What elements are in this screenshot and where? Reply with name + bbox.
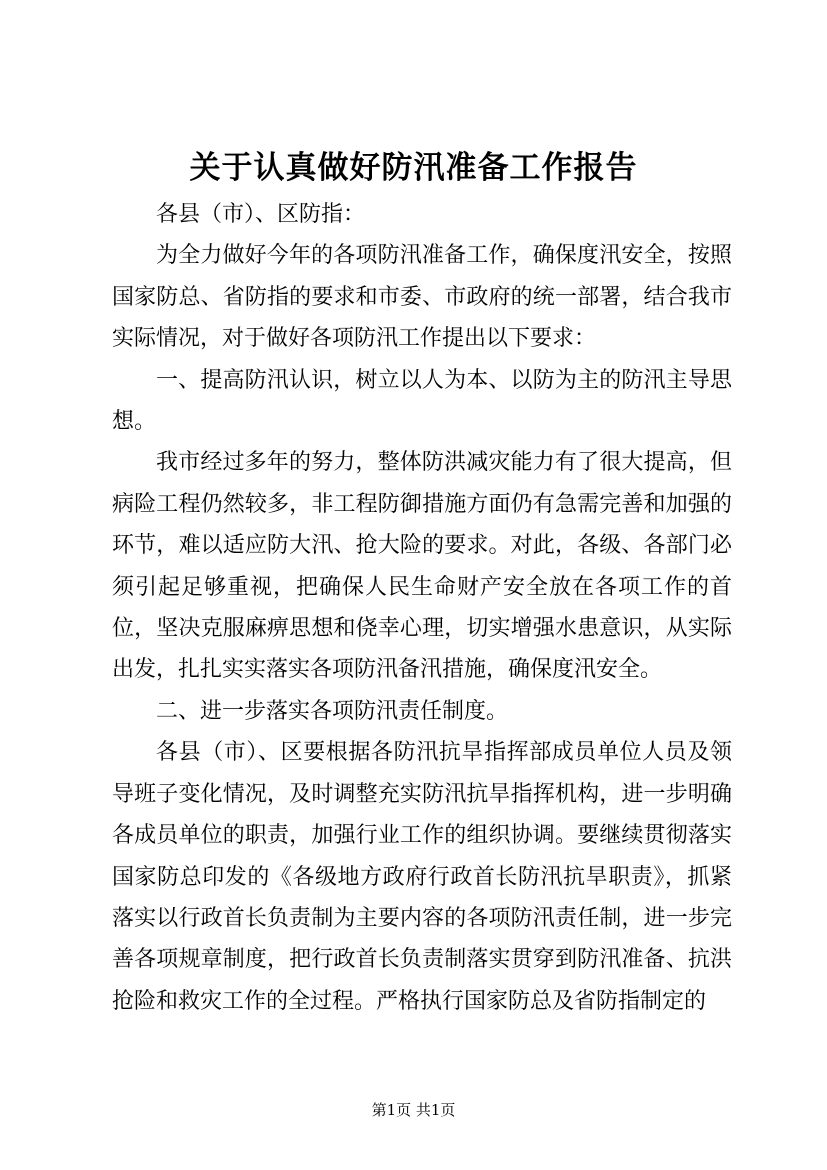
salutation-paragraph: 各县（市）、区防指：	[156, 202, 366, 227]
body-paragraph-2: 各县（市）、区要根据各防汛抗旱指挥部成员单位人员及领导班子变化情况，及时调整充实防汛抗旱指挥机构，进一步明确各成员单位的职责，加强行业工作的组织协调。要继续贯彻落实国家防总印发的《各级地方政府行政首长防汛抗旱职责》，抓紧落实以行政首长负责制为主要内容的各项防汛责任制，进一步完善各项规章制度，把行政首长负责制落实贯穿到防汛准备、抗洪抢险和救灾工作的全过程。严格执行国家防总及省防指制定的	[112, 740, 732, 1014]
page-footer: 第1页 共1页	[371, 1101, 456, 1119]
intro-paragraph: 为全力做好今年的各项防汛准备工作，确保度汛安全，按照国家防总、省防指的要求和市委、市政府的统一部署，结合我市实际情况，对于做好各项防汛工作提出以下要求：	[112, 243, 732, 352]
section-heading-2: 二、进一步落实各项防汛责任制度。	[156, 698, 509, 724]
document-title: 关于认真做好防汛准备工作报告	[189, 150, 638, 186]
body-paragraph-1: 我市经过多年的努力，整体防洪减灾能力有了很大提高，但病险工程仍然较多，非工程防御措施方面仍有急需完善和加强的环节，难以适应防大汛、抢大险的要求。对此，各级、各部门必须引起足够重视，把确保人民生命财产安全放在各项工作的首位，坚决克服麻痹思想和侥幸心理，切实增强水患意识，从实际出发，扎扎实实落实各项防汛备汛措施，确保度汛安全。	[112, 450, 732, 683]
section-heading-1: 一、提高防汛认识，树立以人为本、以防为主的防汛主导思想。	[112, 367, 732, 435]
document-body	[112, 194, 732, 1022]
